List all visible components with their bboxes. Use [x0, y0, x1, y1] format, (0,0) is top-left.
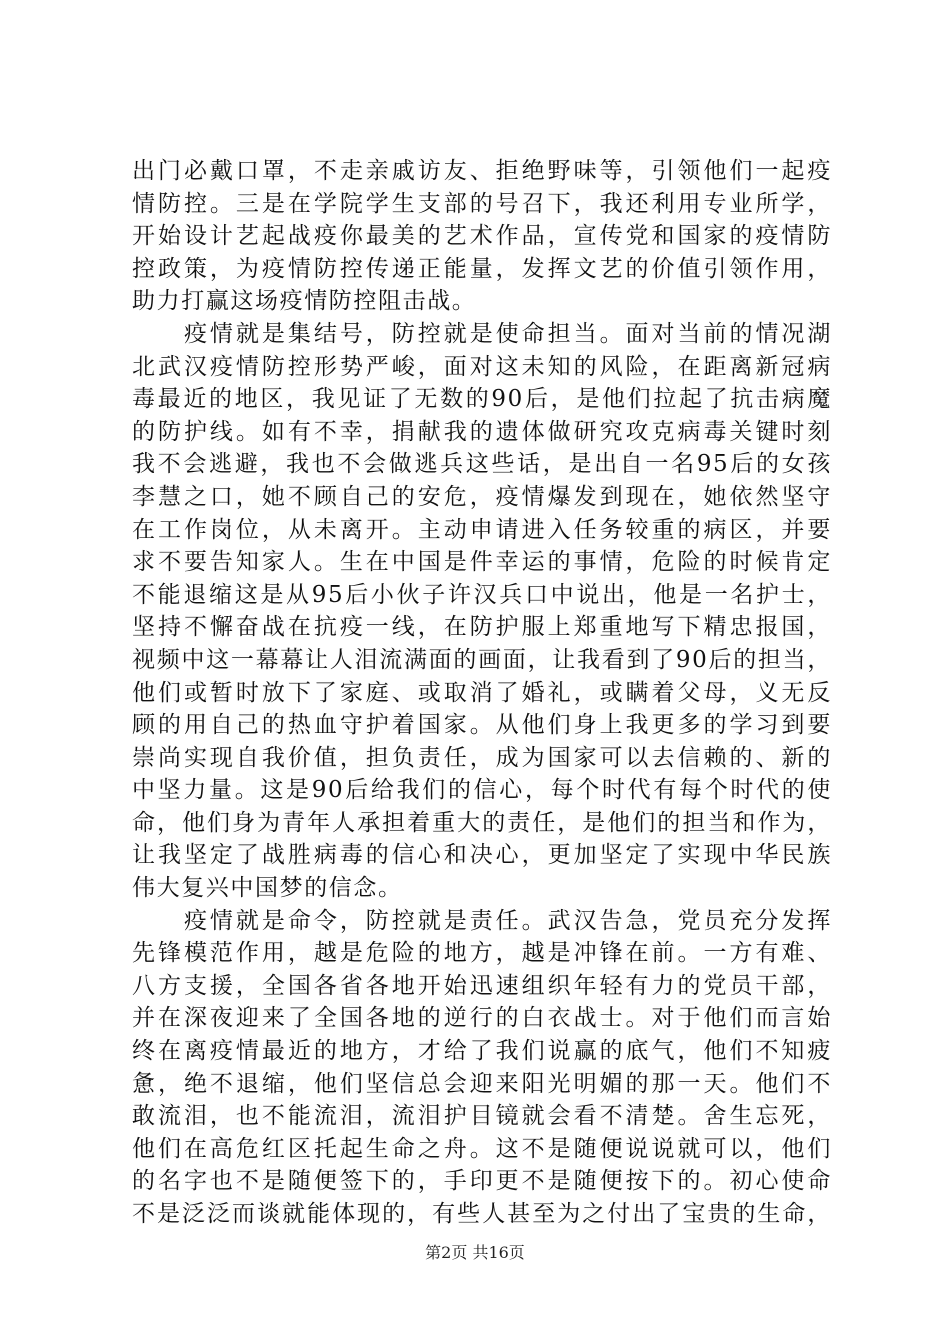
text-line: 崇尚实现自我价值，担负责任，成为国家可以去信赖的、新的: [132, 744, 832, 771]
text-line: 先锋模范作用，越是危险的地方，越是冲锋在前。一方有难、: [132, 940, 832, 967]
body-text: [132, 155, 832, 1231]
text-line: 命，他们身为青年人承担着重大的责任，是他们的担当和作为，: [132, 809, 832, 836]
page-footer: 第2页 共16页: [425, 1243, 525, 1262]
text-line: 伟大复兴中国梦的信念。: [132, 875, 403, 902]
text-line: 终在离疫情最近的地方，才给了我们说赢的底气，他们不知疲: [132, 1038, 832, 1065]
text-line: 控政策，为疫情防控传递正能量，发挥文艺的价值引领作用，: [132, 255, 832, 282]
text-line: 开始设计艺起战疫你最美的艺术作品，宣传党和国家的疫情防: [132, 223, 832, 250]
text-line: 八方支援，全国各省各地开始迅速组织年轻有力的党员干部，: [132, 972, 832, 999]
text-line: 出门必戴口罩，不走亲戚访友、拒绝野味等，引领他们一起疫: [132, 158, 832, 184]
text-line: 的名字也不是随便签下的，手印更不是随便按下的。初心使命: [132, 1168, 832, 1195]
text-line: 在工作岗位，从未离开。主动申请进入任务较重的病区，并要: [132, 516, 832, 543]
text-line: 助力打赢这场疫情防控阻击战。: [132, 288, 477, 315]
text-line: 中坚力量。这是90后给我们的信心，每个时代有每个时代的使: [132, 777, 832, 804]
text-line: 不能退缩这是从95后小伙子许汉兵口中说出，他是一名护士，: [132, 581, 832, 608]
text-line: 他们或暂时放下了家庭、或取消了婚礼，或瞒着父母，义无反: [132, 679, 832, 706]
text-line: 求不要告知家人。生在中国是件幸运的事情，危险的时候肯定: [132, 549, 832, 576]
text-line: 让我坚定了战胜病毒的信心和决心，更加坚定了实现中华民族: [132, 842, 832, 869]
text-line: 不是泛泛而谈就能体现的，有些人甚至为之付出了宝贵的生命，: [132, 1201, 832, 1227]
text-line: 李慧之口，她不顾自己的安危，疫情爆发到现在，她依然坚守: [132, 483, 832, 510]
text-line: 情防控。三是在学院学生支部的号召下，我还利用专业所学，: [132, 190, 832, 217]
text-line: 疫情就是命令，防控就是责任。武汉告急，党员充分发挥: [132, 907, 832, 934]
text-line: 视频中这一幕幕让人泪流满面的画面，让我看到了90后的担当，: [132, 646, 832, 673]
text-line: 北武汉疫情防控形势严峻，面对这未知的风险，在距离新冠病: [132, 353, 832, 380]
text-line: 我不会逃避，我也不会做逃兵这些话，是出自一名95后的女孩: [132, 451, 832, 478]
text-line: 疫情就是集结号，防控就是使命担当。面对当前的情况湖: [132, 320, 832, 347]
text-line: 的防护线。如有不幸，捐献我的遗体做研究攻克病毒关键时刻: [132, 418, 832, 445]
text-line: 他们在高危红区托起生命之舟。这不是随便说说就可以，他们: [132, 1135, 832, 1162]
text-line: 惫，绝不退缩，他们坚信总会迎来阳光明媚的那一天。他们不: [132, 1070, 832, 1097]
text-line: 顾的用自己的热血守护着国家。从他们身上我更多的学习到要: [132, 712, 832, 739]
text-line: 毒最近的地区，我见证了无数的90后，是他们拉起了抗击病魔: [132, 386, 832, 413]
text-line: 坚持不懈奋战在抗疫一线，在防护服上郑重地写下精忠报国，: [132, 614, 832, 641]
text-line: 敢流泪，也不能流泪，流泪护目镜就会看不清楚。舍生忘死，: [132, 1103, 832, 1130]
text-line: 并在深夜迎来了全国各地的逆行的白衣战士。对于他们而言始: [132, 1005, 832, 1032]
